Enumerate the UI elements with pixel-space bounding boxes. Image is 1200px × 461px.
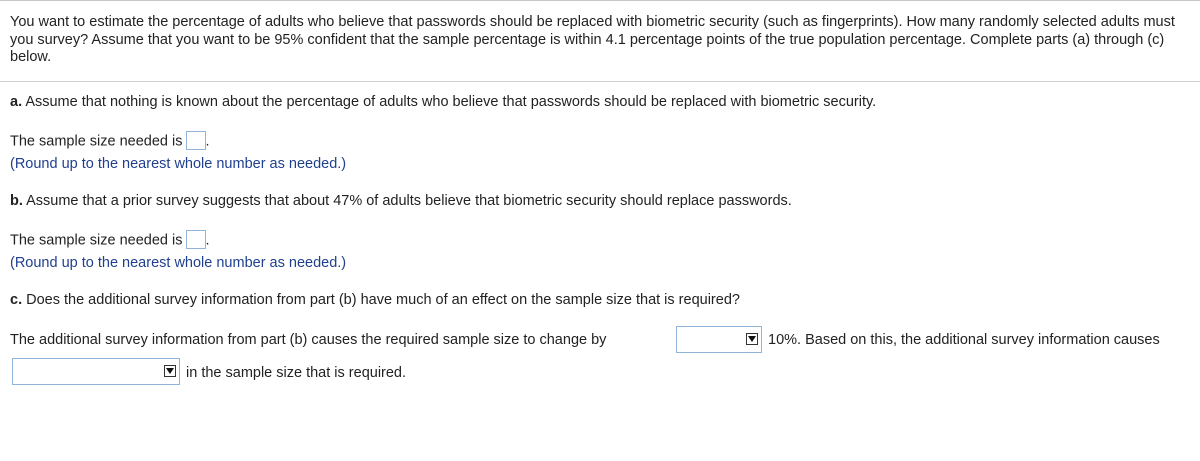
- part-b-prompt-end: .: [205, 232, 210, 249]
- question-intro: You want to estimate the percentage of adults who believe that passwords should be replaced with biometric security (such as fingerprints). How many randomly selected adults must you survey? Assume that you want to be 95% confident that the sample percentage is within 4.1 percentage points of the true population percentage. Complete parts (a) through (c) below.: [10, 14, 1175, 65]
- part-b-letter: b.: [10, 193, 23, 209]
- part-c-question: [10, 291, 740, 309]
- part-a-answer-input[interactable]: [186, 131, 206, 150]
- part-c-sentence-mid: 10%. Based on this, the additional survey information causes: [768, 332, 1160, 348]
- part-a-question-text: Assume that nothing is known about the percentage of adults who believe that passwords should be replaced with biometric security.: [22, 94, 877, 110]
- part-b-prompt: The sample size needed is: [10, 232, 183, 249]
- change-amount-dropdown[interactable]: [676, 326, 762, 353]
- part-a-prompt: The sample size needed is: [10, 133, 183, 150]
- part-a-hint: (Round up to the nearest whole number as needed.): [10, 156, 347, 172]
- section-divider: [0, 81, 1200, 82]
- effect-dropdown[interactable]: [12, 358, 180, 385]
- part-a-prompt-end: .: [205, 133, 210, 150]
- part-c-sentence-end: in the sample size that is required.: [186, 365, 407, 381]
- part-a-question: [10, 93, 876, 111]
- part-c-question-text: Does the additional survey information from part (b) have much of an effect on the sample size that is required?: [22, 292, 740, 308]
- part-a-prompt-line: [10, 132, 210, 151]
- part-c-sentence-start: The additional survey information from part (b) causes the required sample size to change by: [10, 332, 607, 348]
- part-b-answer-input[interactable]: [186, 230, 206, 249]
- part-b-question-text: Assume that a prior survey suggests that about 47% of adults believe that biometric security should replace passwords.: [22, 193, 792, 209]
- part-c-letter: c.: [10, 292, 23, 308]
- part-a-letter: a.: [10, 94, 23, 110]
- part-b-hint: (Round up to the nearest whole number as needed.): [10, 255, 347, 271]
- part-b-question: [10, 192, 792, 210]
- dropdown-arrow-icon[interactable]: [746, 333, 758, 345]
- dropdown-arrow-icon[interactable]: [164, 365, 176, 377]
- top-rule: [0, 0, 1200, 1]
- part-b-prompt-line: [10, 231, 210, 250]
